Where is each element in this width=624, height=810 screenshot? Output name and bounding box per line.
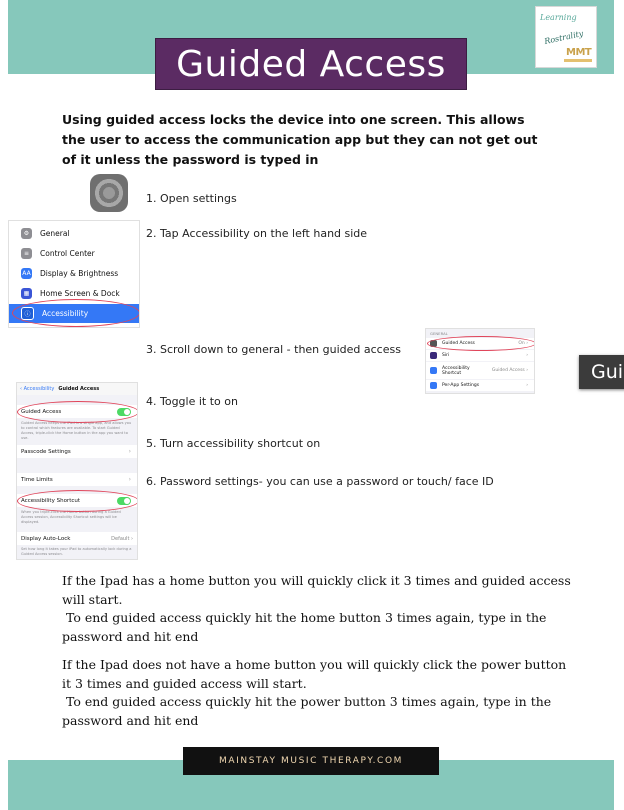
screenshot-guided-access-settings (16, 382, 138, 560)
highlight-oval (17, 401, 138, 423)
guided-note: Guided Access keeps the iPad in a single app, and allows you to control which features are available. To start Guided Access, triple-click the Home button in the app you want to use. (21, 421, 132, 440)
step-1: 1. Open settings (146, 192, 237, 205)
highlight-oval (17, 490, 138, 512)
menu-row-general (9, 224, 139, 243)
intro-text: Using guided access locks the device into one screen. This allows the user to access the communication app but they can not get out of it unless the password is typed in (62, 112, 538, 167)
step-5: 5. Turn accessibility shortcut on (146, 437, 321, 450)
paragraph-line: If the Ipad has a home button you will quickly click it 3 times and guided access will start. (62, 573, 571, 607)
row-label: Per-App Settings (442, 383, 480, 388)
paragraph-no-home-button (62, 656, 572, 730)
menu-row-control-center (9, 244, 139, 263)
nav-bar (17, 383, 137, 395)
menu-label: Accessibility (42, 309, 89, 318)
chevron-right-icon: › (128, 448, 131, 455)
step-2: 2. Tap Accessibility on the left hand side (146, 227, 368, 240)
footer-website-box (183, 747, 439, 775)
row-label: Siri (442, 353, 450, 358)
page-title: Guided Access (176, 43, 446, 85)
step-6: 6. Password settings- you can use a password or touch/ face ID (146, 475, 494, 488)
row-siri (426, 350, 534, 361)
auto-lock-note: Set how long it takes your iPad to automatically lock during a Guided Access session. (21, 547, 132, 556)
paragraph-line: To end guided access quickly hit the power button 3 times again, type in the password and hit end (62, 694, 556, 728)
row-accessibility-shortcut (426, 362, 534, 379)
shortcut-note: When you triple-click the Home button during a Guided Access session, Accessibility Shortcut settings will be displayed. (21, 510, 121, 524)
section-header: GENERAL (430, 331, 448, 336)
row-value: Guided Access › (491, 368, 528, 373)
logo-text-1: Learning (540, 13, 577, 22)
step-4: 4. Toggle it to on (146, 395, 238, 408)
settings-gear-icon (90, 174, 128, 212)
row-label: Accessibility Shortcut (442, 365, 470, 376)
general-icon: ⚙ (21, 228, 32, 239)
per-app-icon (430, 382, 437, 389)
accessibility-icon: ⓘ (21, 307, 34, 320)
nav-title: Guided Access (58, 386, 100, 392)
row-label: Passcode Settings (21, 448, 71, 455)
control-center-icon: ≡ (21, 248, 32, 259)
menu-label: Display & Brightness (40, 269, 119, 278)
logo-underline (564, 59, 592, 62)
menu-label: Home Screen & Dock (40, 289, 120, 298)
overlay-tab[interactable]: Gui (579, 355, 624, 389)
row-label: Guided Access (442, 341, 475, 346)
siri-icon (430, 352, 437, 359)
highlight-oval (12, 299, 140, 327)
menu-label: Control Center (40, 249, 95, 258)
menu-row-display (9, 264, 139, 283)
row-passcode (17, 445, 137, 458)
home-screen-icon: ▦ (21, 288, 32, 299)
row-label: Guided Access (21, 408, 62, 415)
footer-website: MAINSTAY MUSIC THERAPY.COM (219, 756, 403, 766)
row-label: Display Auto-Lock (21, 535, 71, 542)
row-time-limits (17, 473, 137, 486)
paragraph-home-button (62, 572, 572, 646)
accessibility-icon (430, 367, 437, 374)
row-label: Time Limits (21, 476, 53, 483)
row-value: › (526, 353, 528, 358)
logo (535, 6, 597, 68)
row-value: Default › (111, 535, 133, 542)
screenshot-general-list (425, 328, 535, 394)
display-icon: AA (22, 270, 31, 277)
screenshot-settings-sidebar (8, 220, 140, 328)
highlight-oval (427, 336, 535, 351)
logo-text-2: Rostrality (543, 28, 585, 47)
page-title-box (155, 38, 467, 90)
back-link: ‹ Accessibility (20, 386, 55, 392)
row-auto-lock (17, 532, 137, 545)
row-value: › (526, 383, 528, 388)
row-per-app (426, 380, 534, 391)
chevron-right-icon: › (128, 476, 131, 483)
logo-text-3: MMT (566, 47, 592, 58)
paragraph-line: If the Ipad does not have a home button you will quickly click the power button it 3 times and guided access will start. (62, 657, 567, 691)
step-3: 3. Scroll down to general - then guided access (146, 343, 401, 356)
paragraph-line: To end guided access quickly hit the home button 3 times again, type in the password and hit end (62, 610, 551, 644)
menu-label: General (40, 229, 70, 238)
row-value: On › (518, 341, 528, 346)
row-label: Accessibility Shortcut (21, 497, 81, 504)
